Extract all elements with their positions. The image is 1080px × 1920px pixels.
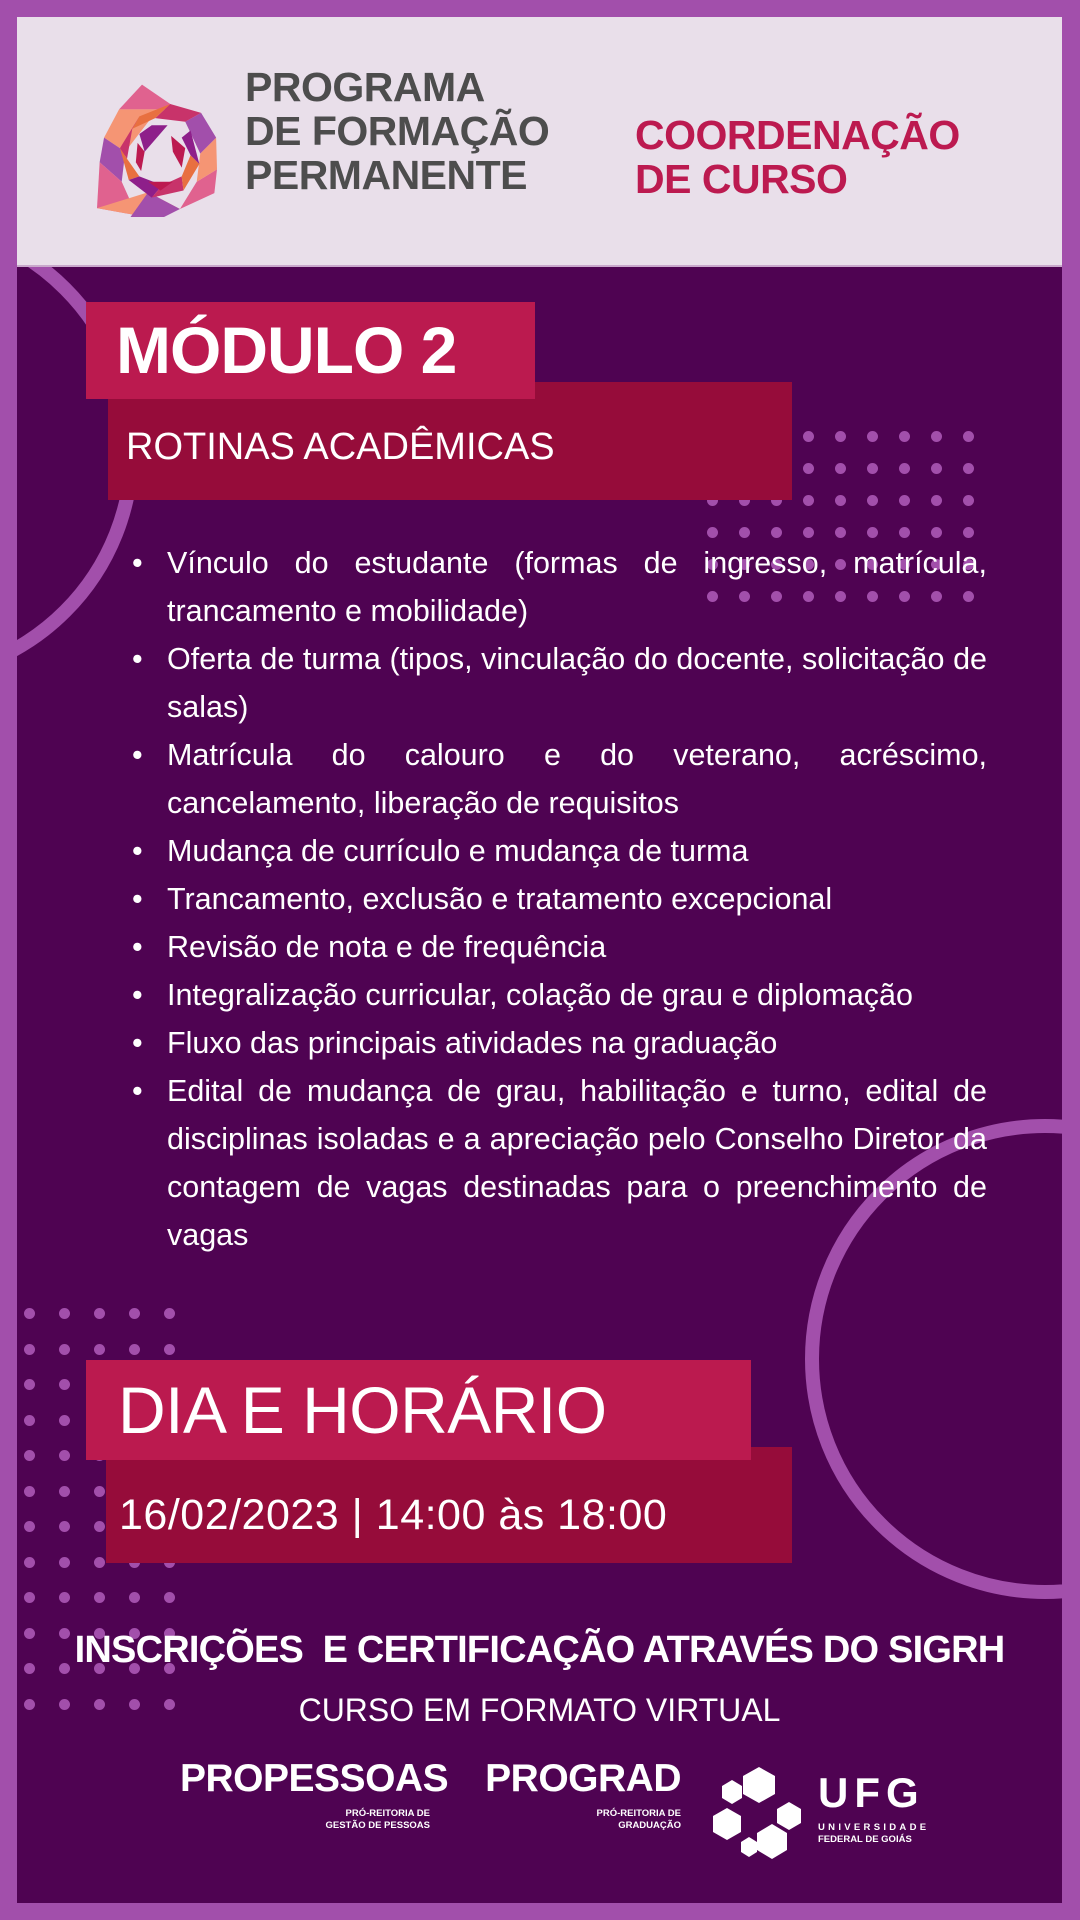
decorative-dot <box>94 1344 105 1355</box>
topic-item <box>132 1019 987 1067</box>
decorative-dot <box>24 1379 35 1390</box>
decorative-dot <box>59 1521 70 1532</box>
decorative-dot <box>931 431 942 442</box>
decorative-dot <box>931 495 942 506</box>
decorative-dot <box>835 463 846 474</box>
topic-text: Fluxo das principais atividades na graduação <box>167 1026 778 1060</box>
prograd-logo <box>468 1758 681 1832</box>
decorative-dot <box>129 1308 140 1319</box>
module-subtitle: ROTINAS ACADÊMICAS <box>108 382 792 500</box>
decorative-dot <box>835 431 846 442</box>
spiral-polygon-logo-icon <box>83 67 231 217</box>
program-title <box>245 65 549 197</box>
program-title-line: DE FORMAÇÃO <box>245 108 550 154</box>
decorative-dot <box>24 1521 35 1532</box>
topic-text: Integralização curricular, colação de grau e diplomação <box>167 978 913 1012</box>
decorative-dot <box>24 1557 35 1568</box>
topic-text: Edital de mudança de grau, habilitação e turno, edital de disciplinas isoladas e a apreciação pelo Conselho Diretor da contagem de vagas destinadas para o preenchimento de vagas <box>167 1074 987 1252</box>
decorative-dot <box>24 1344 35 1355</box>
decorative-dot <box>94 1592 105 1603</box>
decorative-dot <box>94 1486 105 1497</box>
topic-list <box>132 539 987 1259</box>
decorative-dot <box>24 1486 35 1497</box>
decorative-dot <box>835 495 846 506</box>
decorative-dot <box>963 527 974 538</box>
ufg-desc <box>818 1822 929 1846</box>
program-title-line: PERMANENTE <box>245 152 528 198</box>
decorative-dot <box>931 527 942 538</box>
decorative-dot <box>803 431 814 442</box>
ufg-desc-line: UNIVERSIDADE <box>818 1822 930 1833</box>
decorative-dot <box>899 431 910 442</box>
topic-text: Vínculo do estudante (formas de ingresso, matrícula, trancamento e mobilidade) <box>167 546 987 628</box>
decorative-dot <box>867 527 878 538</box>
topic-text: Trancamento, exclusão e tratamento excepcional <box>167 882 833 916</box>
decorative-dot <box>835 527 846 538</box>
topic-item <box>132 875 987 923</box>
topic-item <box>132 827 987 875</box>
schedule-title: DIA E HORÁRIO <box>86 1360 751 1460</box>
decorative-dot <box>707 527 718 538</box>
decorative-dot <box>867 463 878 474</box>
decorative-dot <box>24 1450 35 1461</box>
topic-text: Mudança de currículo e mudança de turma <box>167 834 749 868</box>
decorative-dot <box>867 431 878 442</box>
decorative-dot <box>164 1308 175 1319</box>
decorative-dot <box>59 1308 70 1319</box>
decorative-dot <box>899 495 910 506</box>
decorative-dot <box>129 1592 140 1603</box>
bullet-icon: • <box>132 738 143 772</box>
topic-item <box>132 971 987 1019</box>
decorative-dot <box>59 1344 70 1355</box>
header-banner <box>17 17 1062 267</box>
decorative-dot <box>24 1308 35 1319</box>
decorative-dot <box>24 1415 35 1426</box>
bullet-icon: • <box>132 1074 143 1108</box>
prograd-name: PROGRAD <box>485 1757 681 1800</box>
propessoas-desc-line: PRÓ-REITORIA DE <box>345 1808 430 1819</box>
decorative-dot <box>59 1450 70 1461</box>
decorative-dot <box>963 495 974 506</box>
course-format: CURSO EM FORMATO VIRTUAL <box>298 1692 781 1728</box>
topic-item <box>132 923 987 971</box>
decorative-dot <box>963 463 974 474</box>
decorative-dot <box>24 1592 35 1603</box>
ufg-logo <box>709 1762 929 1862</box>
propessoas-name: PROPESSOAS <box>180 1757 449 1800</box>
topic-item <box>132 539 987 635</box>
decorative-dot <box>59 1486 70 1497</box>
decorative-dot <box>94 1308 105 1319</box>
module-title: MÓDULO 2 <box>86 302 535 399</box>
prograd-desc-line: PRÓ-REITORIA DE <box>596 1808 681 1819</box>
bullet-icon: • <box>132 978 143 1012</box>
ufg-name: UFG <box>818 1769 925 1816</box>
topic-text: Revisão de nota e de frequência <box>167 930 607 964</box>
decorative-dot <box>803 463 814 474</box>
hexagon-cluster-icon <box>709 1762 814 1862</box>
prograd-desc <box>468 1808 681 1832</box>
ufg-desc-line: FEDERAL DE GOIÁS <box>818 1834 912 1845</box>
schedule-datetime: 16/02/2023 | 14:00 às 18:00 <box>106 1447 792 1563</box>
decorative-dot <box>771 527 782 538</box>
bullet-icon: • <box>132 1026 143 1060</box>
bullet-icon: • <box>132 882 143 916</box>
decorative-dot <box>94 1557 105 1568</box>
program-title-line: PROGRAMA <box>245 64 485 110</box>
decorative-dot <box>94 1521 105 1532</box>
topic-item <box>132 1067 987 1259</box>
topic-item <box>132 635 987 731</box>
poster-frame <box>17 17 1062 1903</box>
decorative-dot <box>59 1379 70 1390</box>
bullet-icon: • <box>132 642 143 676</box>
decorative-dot <box>59 1557 70 1568</box>
topic-text: Oferta de turma (tipos, vinculação do docente, solicitação de salas) <box>167 642 987 724</box>
coordination-title-line: DE CURSO <box>635 156 848 202</box>
decorative-dot <box>59 1592 70 1603</box>
registration-headline: INSCRIÇÕES E CERTIFICAÇÃO ATRAVÉS DO SIGRH <box>74 1629 1005 1671</box>
decorative-dot <box>803 495 814 506</box>
coordination-title-line: COORDENAÇÃO <box>635 112 960 158</box>
topic-item <box>132 731 987 827</box>
decorative-dot <box>899 463 910 474</box>
decorative-dot <box>164 1344 175 1355</box>
propessoas-logo <box>180 1757 449 1832</box>
propessoas-desc-line: GESTÃO DE PESSOAS <box>325 1820 430 1831</box>
decorative-dot <box>59 1415 70 1426</box>
topic-text: Matrícula do calouro e do veterano, acréscimo, cancelamento, liberação de requisitos <box>167 738 987 820</box>
bullet-icon: • <box>132 930 143 964</box>
decorative-dot <box>164 1592 175 1603</box>
bullet-icon: • <box>132 834 143 868</box>
decorative-dot <box>739 527 750 538</box>
coordination-title <box>635 113 960 201</box>
bullet-icon: • <box>132 546 143 580</box>
propessoas-desc <box>180 1808 430 1832</box>
decorative-dot <box>963 431 974 442</box>
decorative-dot <box>867 495 878 506</box>
decorative-dot <box>129 1344 140 1355</box>
decorative-dot <box>803 527 814 538</box>
decorative-dot <box>931 463 942 474</box>
decorative-dot <box>899 527 910 538</box>
prograd-desc-line: GRADUAÇÃO <box>618 1820 681 1831</box>
